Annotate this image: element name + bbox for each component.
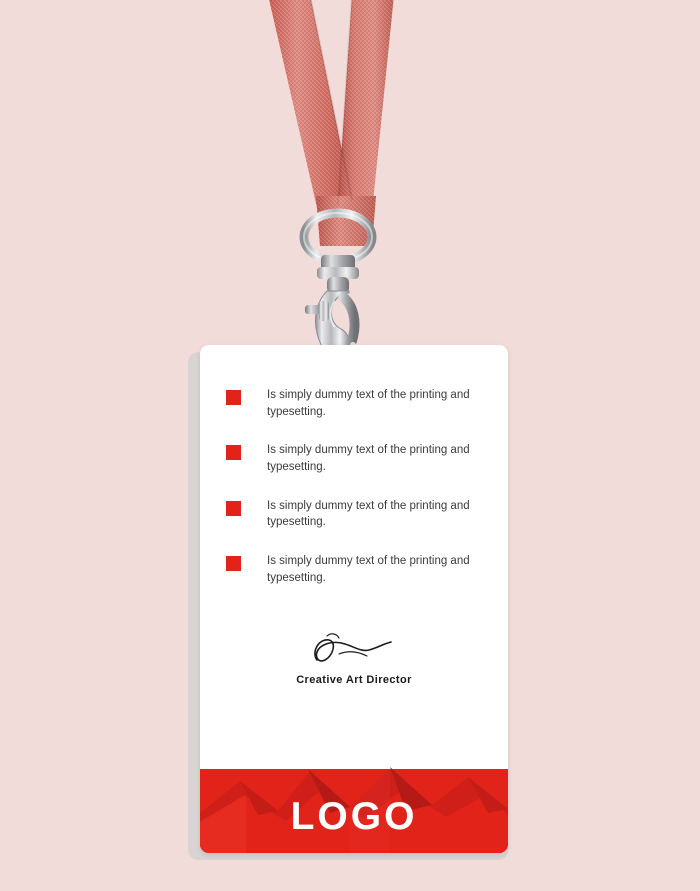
card-footer (200, 703, 508, 853)
logo-text: LOGO (290, 795, 418, 838)
signature-block (200, 630, 508, 686)
list-item (226, 498, 482, 531)
list-item (226, 442, 482, 475)
square-bullet-icon (226, 501, 241, 516)
list-item-text: Is simply dummy text of the printing and typesetting. (267, 499, 470, 529)
square-bullet-icon (226, 556, 241, 571)
id-card[interactable] (200, 345, 508, 853)
bullet-list (226, 387, 482, 608)
list-item-text: Is simply dummy text of the printing and typesetting. (267, 555, 470, 584)
list-item-text: Is simply dummy text of the printing and typesetting. (267, 389, 470, 418)
signature-title: Creative Art Director (296, 674, 412, 686)
list-item (226, 553, 482, 586)
signature-icon (299, 630, 409, 672)
square-bullet-icon (226, 390, 241, 405)
list-item (226, 387, 482, 420)
square-bullet-icon (226, 445, 241, 460)
list-item-text: Is simply dummy text of the printing and typesetting. (267, 444, 470, 474)
